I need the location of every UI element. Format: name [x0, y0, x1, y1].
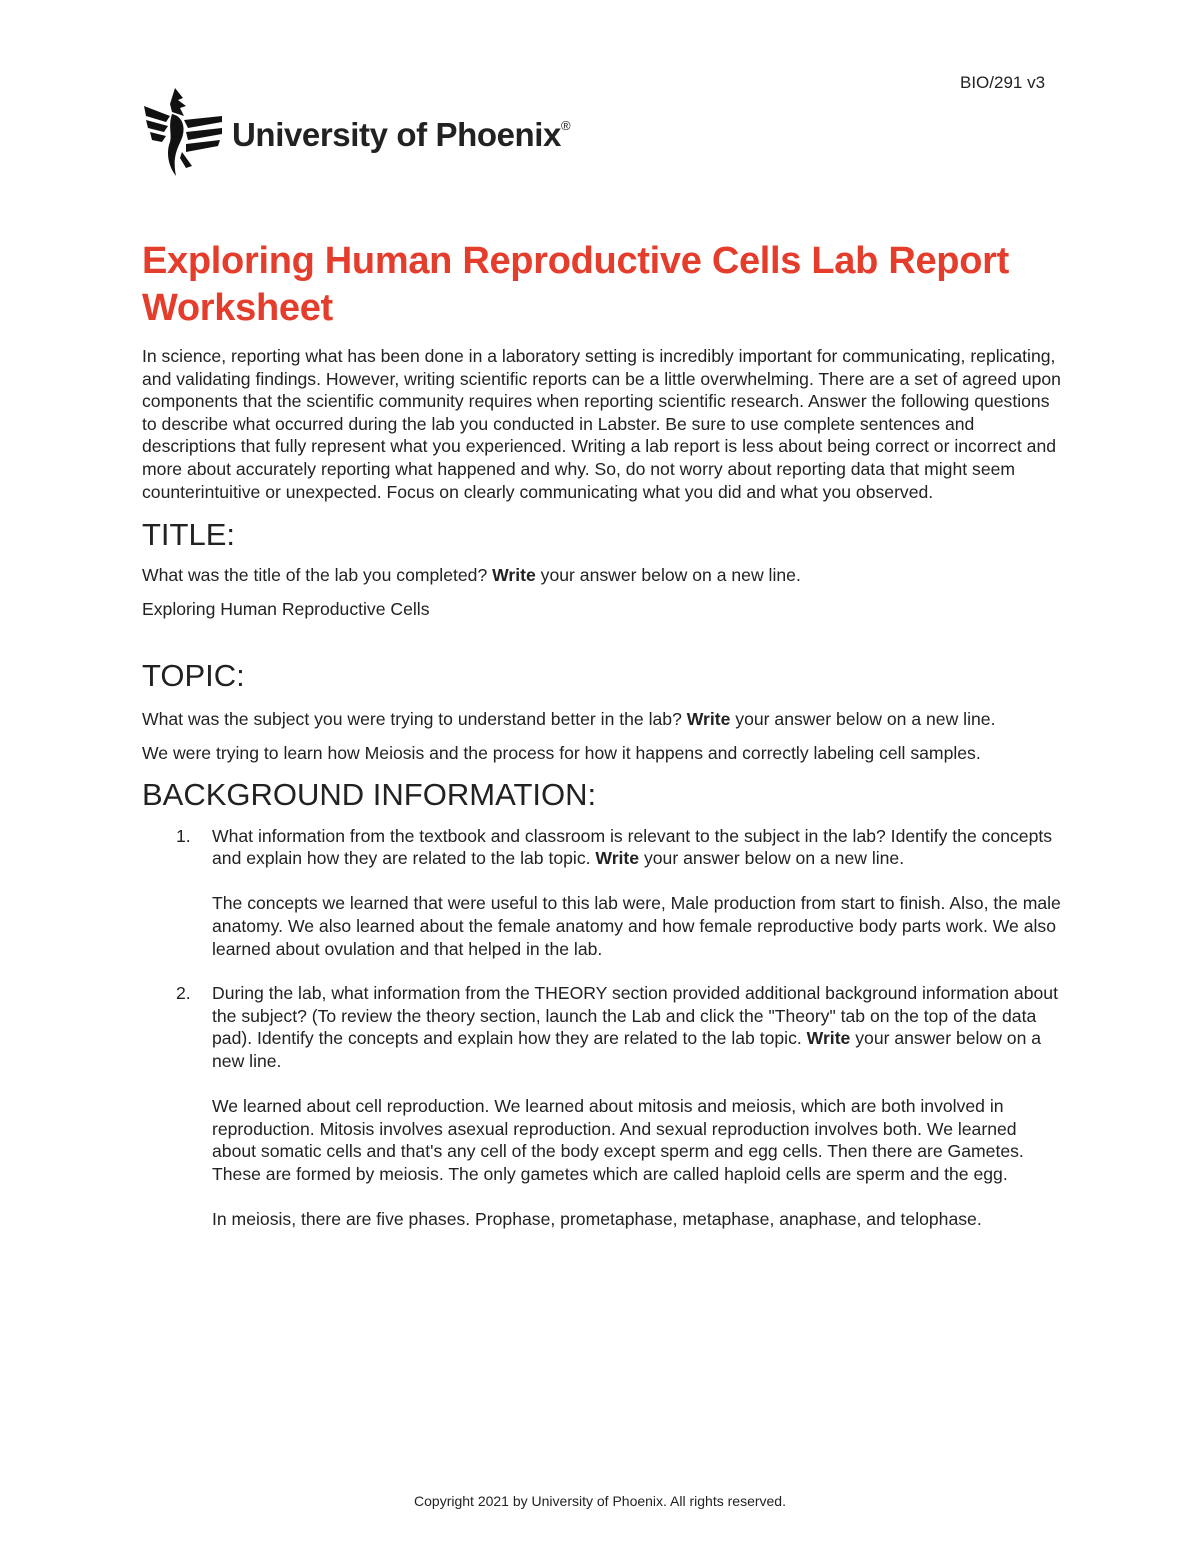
document-title: Exploring Human Reproductive Cells Lab Report Worksheet	[142, 240, 1009, 329]
topic-question: What was the subject you were trying to understand better in the lab? Write your answer below on a new line.	[142, 709, 996, 730]
background-question-2: During the lab, what information from the THEORY section provided additional background information about the subject? (To review the theory section, launch the Lab and click the "Theory" tab on the top of the data pad). Identify the concepts and explain how they are related to the lab topic. Write your answer below on a new line.	[212, 983, 1058, 1071]
course-code: BIO/291 v3	[960, 73, 1046, 92]
section-heading-background: BACKGROUND INFORMATION:	[142, 776, 597, 812]
footer-copyright: Copyright 2021 by University of Phoenix. All rights reserved.	[414, 1493, 786, 1509]
title-question: What was the title of the lab you completed? Write your answer below on a new line.	[142, 565, 801, 586]
university-logo	[142, 86, 570, 178]
trademark-symbol: ®	[561, 118, 571, 133]
background-answer-2b: In meiosis, there are five phases. Prophase, prometaphase, metaphase, anaphase, and telophase.	[212, 1209, 982, 1230]
list-number: 2.	[176, 983, 191, 1004]
background-answer-2a: We learned about cell reproduction. We learned about mitosis and meiosis, which are both involved in reproduction. Mitosis involves asexual reproduction. And sexual reproduction involves both. We learned about somatic cells and that's any cell of the body except sperm and egg cells. Then there are Gametes. These are formed by meiosis. The only gametes which are called haploid cells are sperm and the egg.	[212, 1096, 1024, 1184]
logo-wordmark: University of Phoenix®	[232, 116, 571, 153]
topic-answer: We were trying to learn how Meiosis and the process for how it happens and correctly labeling cell samples.	[142, 742, 981, 763]
section-heading-title: TITLE:	[142, 517, 236, 553]
intro-paragraph: In science, reporting what has been done in a laboratory setting is incredibly important for communicating, replicating, and validating findings. However, writing scientific reports can be a little overwhelming. There are a set of agreed upon components that the scientific community requires when reporting scientific research. Answer the following questions to describe what occurred during the lab you conducted in Labster. Be sure to use complete sentences and descriptions that fully represent what you experienced. Writing a lab report is less about being correct or incorrect and more about accurately reporting what happened and why. So, do not worry about reporting data that might seem counterintuitive or unexpected. Focus on clearly communicating what you did and what you observed.	[142, 346, 1061, 502]
list-item	[142, 825, 1062, 961]
document-body	[142, 238, 1062, 1231]
title-answer: Exploring Human Reproductive Cells	[142, 598, 430, 619]
list-item	[142, 982, 1062, 1231]
background-answer-1: The concepts we learned that were useful to this lab were, Male production from start to finish. Also, the male anatomy. We also learned about the female anatomy and how female reproductive body parts work. We also learned about ovulation and that helped in the lab.	[212, 893, 1061, 959]
phoenix-icon	[142, 86, 224, 178]
background-question-1: What information from the textbook and classroom is relevant to the subject in the lab? Identify the concepts and explain how they are related to the lab topic. Write your answer below on a new line.	[212, 825, 1053, 869]
background-questions	[142, 825, 1062, 1231]
section-heading-topic: TOPIC:	[142, 658, 245, 694]
list-number: 1.	[176, 825, 191, 846]
